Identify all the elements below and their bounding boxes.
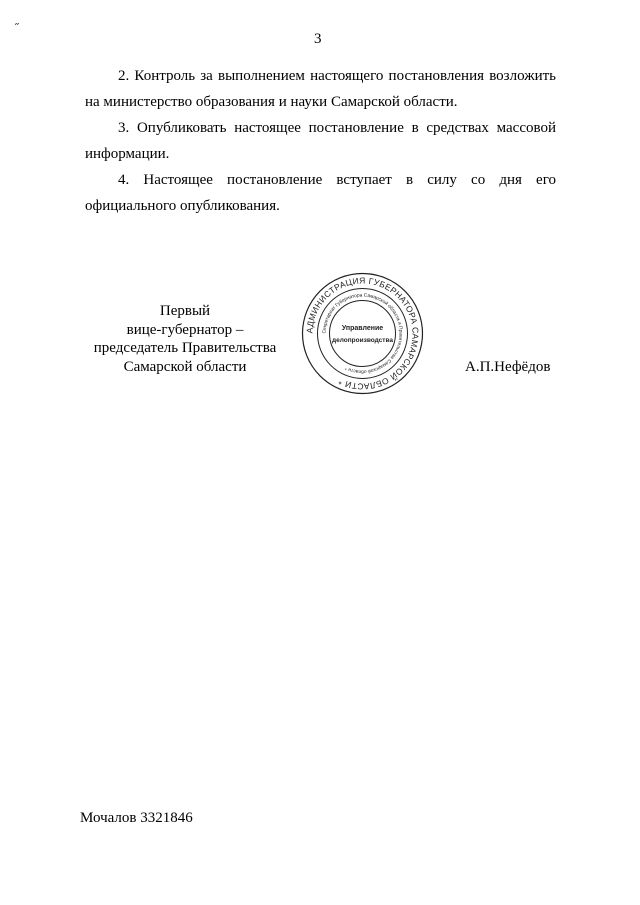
signatory-title [80,302,290,376]
signatory-title-line: Первый [159,303,211,319]
signature-block [80,271,556,396]
stamp-inner-text: Секретариат Губернатора Самарской области и Правительства Самарской области * [322,293,403,374]
official-stamp [300,271,425,396]
document-body [85,63,556,396]
stamp-center-line2: делопроизводства [331,337,394,344]
signatory-title-line: председатель Правительства [93,340,277,356]
stamp-outer-text: АДМИНИСТРАЦИЯ ГУБЕРНАТОРА САМАРСКОЙ ОБЛАСТИ * [304,275,421,392]
paragraph-2: 2. Контроль за выполнением настоящего постановления возложить на министерство образования и науки Самарской области. [85,68,556,110]
footer-executor: Мочалов 3321846 [80,810,193,826]
svg-text:АДМИНИСТРАЦИЯ ГУБЕРНАТОРА САМА [304,275,420,391]
stamp-center-line1: Управление [341,325,384,332]
paragraph-3: 3. Опубликовать настоящее постановление в средствах массовой информации. [85,120,556,162]
signatory-title-line: Самарской области [123,358,247,375]
signatory-name: А.П.Нефёдов [465,359,551,375]
svg-text:Секретариат Губернатора Самарс [321,292,403,375]
signatory-title-line: вице-губернатор – [126,321,244,338]
scan-mark: ˶ [15,15,19,29]
paragraph-4: 4. Настоящее постановление вступает в силу со дня его официального опубликования. [85,172,556,214]
page-number: 3 [314,31,322,47]
